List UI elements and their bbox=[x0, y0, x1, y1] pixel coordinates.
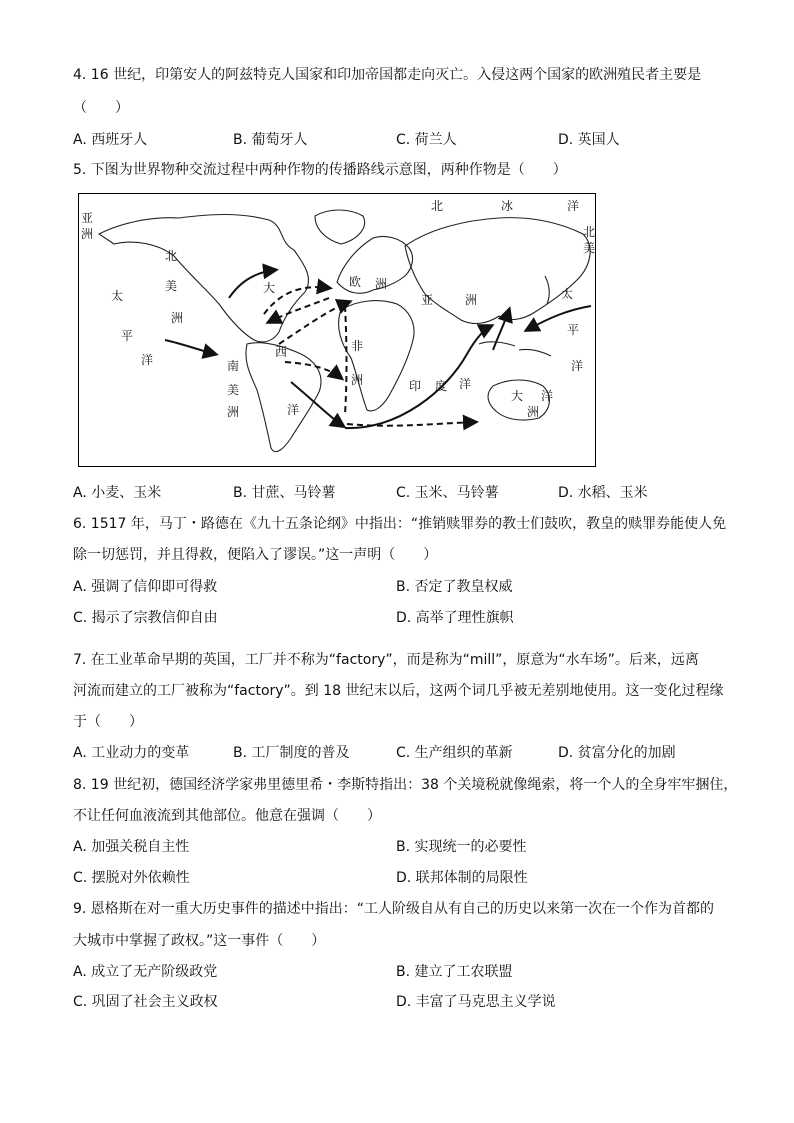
q4-option-c: C. 荷兰人 bbox=[396, 132, 457, 148]
map-label-bing: 冰 bbox=[501, 199, 514, 213]
map-label-ping: 平 bbox=[121, 329, 134, 343]
map-label-zhou-s: 洲 bbox=[227, 405, 240, 419]
north-america-outline bbox=[99, 215, 309, 342]
map-label-ou: 欧 bbox=[349, 275, 362, 289]
map-label-yang-e: 洋 bbox=[571, 359, 584, 373]
map-label-america: 美 bbox=[165, 279, 178, 293]
map-label-yazhou-ya: 亚 bbox=[421, 293, 434, 307]
map-label-nan: 南 bbox=[227, 359, 240, 373]
q8-stem-line2: 不让任何血液流到其他部位。他意在强调（ ） bbox=[73, 808, 381, 824]
map-label-zhou-na: 洲 bbox=[171, 311, 184, 325]
map-label-mei-e: 美 bbox=[583, 241, 596, 255]
q4-option-b: B. 葡萄牙人 bbox=[233, 132, 308, 148]
map-label-bei: 北 bbox=[431, 199, 444, 213]
map-label-tai: 太 bbox=[111, 289, 124, 303]
map-label-xi: 西 bbox=[275, 345, 288, 359]
q5-option-d: D. 水稻、玉米 bbox=[558, 485, 648, 501]
map-label-zhou-w: 洲 bbox=[81, 227, 94, 241]
map-label-da: 大 bbox=[263, 281, 276, 295]
map-label-north: 北 bbox=[165, 249, 178, 263]
map-label-da-oc: 大 bbox=[511, 389, 524, 403]
q8-option-b: B. 实现统一的必要性 bbox=[396, 839, 527, 855]
q7-option-c: C. 生产组织的革新 bbox=[396, 745, 513, 761]
map-label-yang-n: 洋 bbox=[567, 199, 580, 213]
q7-stem-line1: 7. 在工业革命早期的英国，工厂并不称为“factory”，而是称为“mill”，原意为“水车场”。后来，远离 bbox=[73, 652, 699, 668]
map-label-yin: 印 bbox=[409, 379, 422, 393]
q5-option-b: B. 甘蔗、马铃薯 bbox=[233, 485, 336, 501]
map-label-tai-e: 太 bbox=[561, 287, 574, 301]
japan-outline bbox=[545, 276, 549, 304]
map-label-yang-w: 洋 bbox=[141, 353, 154, 367]
map-label-zhou-eu: 洲 bbox=[375, 277, 388, 291]
map-label-yang-i: 洋 bbox=[459, 377, 472, 391]
q6-option-b: B. 否定了教皇权威 bbox=[396, 579, 513, 595]
q7-stem-line2: 河流而建立的工厂被称为“factory”。到 18 世纪末以后，这两个词几乎被无差别地使用。这一变化过程缘 bbox=[73, 683, 724, 699]
indonesia-outline bbox=[479, 342, 551, 356]
map-label-feizhou-zhou: 洲 bbox=[351, 373, 364, 387]
q9-stem-line1: 9. 恩格斯在对一重大历史事件的描述中指出：“工人阶级自从有自己的历史以来第一次在一个作为首都的 bbox=[73, 901, 715, 917]
q7-option-b: B. 工厂制度的普及 bbox=[233, 745, 350, 761]
q5-stem: 5. 下图为世界物种交流过程中两种作物的传播路线示意图，两种作物是（ ） bbox=[73, 162, 567, 178]
q9-option-d: D. 丰富了马克思主义学说 bbox=[396, 994, 556, 1010]
map-label-asia-w: 亚 bbox=[81, 211, 94, 225]
q8-option-a: A. 加强关税自主性 bbox=[73, 839, 190, 855]
map-label-ping-e: 平 bbox=[567, 323, 580, 337]
q7-option-a: A. 工业动力的变革 bbox=[73, 745, 190, 761]
q4-stem-line1: 4. 16 世纪，印第安人的阿兹特克人国家和印加帝国都走向灭亡。入侵这两个国家的欧洲殖民者主要是 bbox=[73, 67, 702, 83]
q6-stem-line2: 除一切惩罚，并且得救，便陷入了谬误。”这一声明（ ） bbox=[73, 547, 438, 563]
q8-stem-line1: 8. 19 世纪初，德国经济学家弗里德里希・李斯特指出：38 个关境税就像绳索，将一个人的全身牢牢捆住， bbox=[73, 777, 738, 793]
crop-spread-map bbox=[78, 193, 596, 467]
map-label-zhou-oc: 洲 bbox=[527, 405, 540, 419]
map-labels bbox=[81, 198, 595, 419]
map-label-yang-atl: 洋 bbox=[287, 403, 300, 417]
q5-option-a: A. 小麦、玉米 bbox=[73, 485, 162, 501]
q8-option-d: D. 联邦体制的局限性 bbox=[396, 870, 528, 886]
map-label-bei-e: 北 bbox=[583, 225, 596, 239]
q6-stem-line1: 6. 1517 年，马丁・路德在《九十五条论纲》中指出：“推销赎罪券的教士们鼓吹，教皇的赎罪券能使人免 bbox=[73, 516, 727, 532]
q5-option-c: C. 玉米、马铃薯 bbox=[396, 485, 499, 501]
map-label-yang-oc: 洋 bbox=[541, 389, 554, 403]
q8-option-c: C. 摆脱对外依赖性 bbox=[73, 870, 190, 886]
q4-option-d: D. 英国人 bbox=[558, 132, 620, 148]
q9-option-c: C. 巩固了社会主义政权 bbox=[73, 994, 218, 1010]
africa-outline bbox=[339, 301, 414, 411]
q7-option-d: D. 贫富分化的加剧 bbox=[558, 745, 676, 761]
greenland-outline bbox=[315, 210, 365, 244]
map-label-mei-s: 美 bbox=[227, 383, 240, 397]
q6-option-c: C. 揭示了宗教信仰自由 bbox=[73, 610, 218, 626]
q6-option-d: D. 高举了理性旗帜 bbox=[396, 610, 514, 626]
q9-option-a: A. 成立了无产阶级政党 bbox=[73, 964, 218, 980]
q6-option-a: A. 强调了信仰即可得救 bbox=[73, 579, 218, 595]
q9-option-b: B. 建立了工农联盟 bbox=[396, 964, 513, 980]
map-label-du: 度 bbox=[435, 379, 448, 393]
map-label-yazhou-zhou: 洲 bbox=[465, 293, 478, 307]
q9-stem-line2: 大城市中掌握了政权。”这一事件（ ） bbox=[73, 933, 326, 949]
q4-stem-line2: （ ） bbox=[73, 100, 129, 116]
q4-option-a: A. 西班牙人 bbox=[73, 132, 148, 148]
map-label-fei: 非 bbox=[351, 339, 364, 353]
asia-outline bbox=[405, 218, 590, 324]
world-map-svg bbox=[79, 194, 596, 467]
q7-stem-line3: 于（ ） bbox=[73, 714, 143, 730]
